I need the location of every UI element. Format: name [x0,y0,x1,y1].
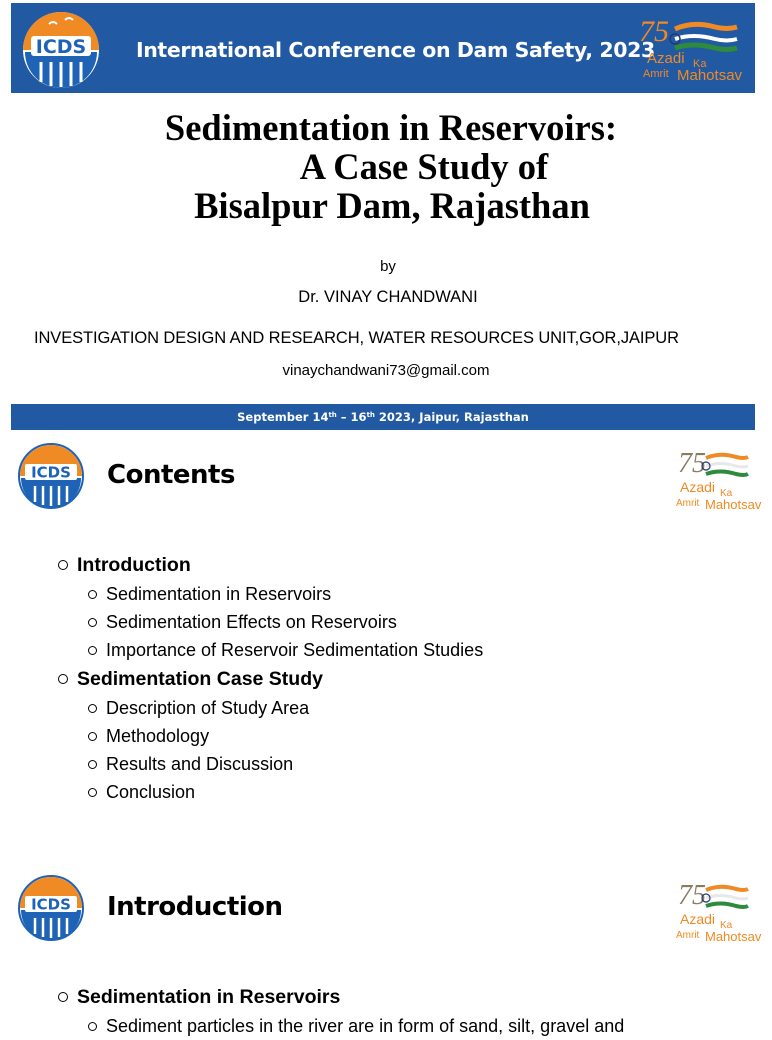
akam-ka: Ka [720,488,733,499]
akam-amrit: Amrit [643,68,669,80]
list-item [58,778,483,806]
circle-bullet-icon [58,560,68,570]
slide-title: Contents [107,460,235,490]
circle-bullet-icon [88,760,97,769]
icds-logo-text: ICDS [35,36,87,58]
date-sup-1: th [328,411,337,419]
date-sup-2: th [366,411,375,419]
list-item-label: Sedimentation Case Study [77,668,323,690]
icds-logo [17,874,85,942]
author-email: vinaychandwani73@gmail.com [282,362,490,379]
author-affiliation: INVESTIGATION DESIGN AND RESEARCH, WATER RESOURCES UNIT,GOR,JAIPUR [34,329,679,347]
contents-list [58,550,483,806]
azadi-ka-amrit-mahotsav-logo [635,11,759,83]
circle-bullet-icon [88,590,97,599]
contents-slide [0,432,768,864]
akam-amrit: Amrit [676,498,700,509]
conference-title: International Conference on Dam Safety, 2023 [136,38,655,62]
introduction-list [58,982,624,1040]
list-item [58,664,483,694]
list-item-label: Introduction [77,554,191,576]
author-name: Dr. VINAY CHANDWANI [298,288,478,306]
akam-mahotsav: Mahotsav [705,929,762,944]
introduction-slide [0,864,768,1036]
list-item [58,608,483,636]
list-item-label: Description of Study Area [106,698,310,718]
circle-bullet-icon [88,1022,97,1031]
akam-amrit: Amrit [676,930,700,941]
icds-logo-text: ICDS [31,463,71,482]
akam-number: 75 [639,15,669,48]
icds-logo [19,10,119,90]
list-item-label: Importance of Reservoir Sedimentation Studies [106,640,484,660]
title-line-1: Sedimentation in Reservoirs: [164,107,618,148]
icds-logo-text: ICDS [31,895,71,914]
list-item [58,636,483,664]
circle-bullet-icon [88,618,97,627]
akam-azadi: Azadi [680,911,716,927]
list-item [58,550,483,580]
list-item-label: Conclusion [106,782,196,802]
date-start: September 14 [237,410,329,424]
azadi-ka-amrit-mahotsav-logo [674,874,766,944]
akam-number: 75 [678,880,706,911]
akam-number: 75 [678,448,706,479]
date-bar [11,404,755,430]
circle-bullet-icon [88,704,97,713]
list-item [58,580,483,608]
list-item [58,1012,624,1040]
circle-bullet-icon [58,674,68,684]
akam-mahotsav: Mahotsav [677,67,743,84]
list-item-label: Sediment particles in the river are in form of sand, silt, gravel and [106,1016,625,1036]
list-item-label: Sedimentation Effects on Reservoirs [106,612,397,632]
akam-mahotsav: Mahotsav [705,497,762,512]
date-mid: – 16 [336,410,367,424]
slide-title: Introduction [107,892,283,922]
akam-ka: Ka [720,920,733,931]
icds-logo [17,442,85,510]
title-line-3: Bisalpur Dam, Rajasthan [194,185,590,226]
circle-bullet-icon [88,646,97,655]
akam-ka: Ka [693,58,707,70]
list-item [58,722,483,750]
list-item-label: Methodology [106,726,210,746]
title-line-2: A Case Study of [299,146,549,187]
list-item [58,694,483,722]
circle-bullet-icon [88,788,97,797]
circle-bullet-icon [88,732,97,741]
list-item-label: Sedimentation in Reservoirs [106,584,332,604]
circle-bullet-icon [58,992,68,1002]
by-label: by [380,258,396,275]
presentation-title [0,108,768,225]
conference-banner [11,3,755,93]
date-end: 2023, Jaipur, Rajasthan [374,410,529,424]
azadi-ka-amrit-mahotsav-logo [674,442,766,512]
list-item-label: Sedimentation in Reservoirs [77,986,341,1008]
list-item [58,982,624,1012]
list-item-label: Results and Discussion [106,754,294,774]
akam-azadi: Azadi [647,50,685,67]
akam-azadi: Azadi [680,479,716,495]
title-slide [0,0,768,432]
list-item [58,750,483,778]
